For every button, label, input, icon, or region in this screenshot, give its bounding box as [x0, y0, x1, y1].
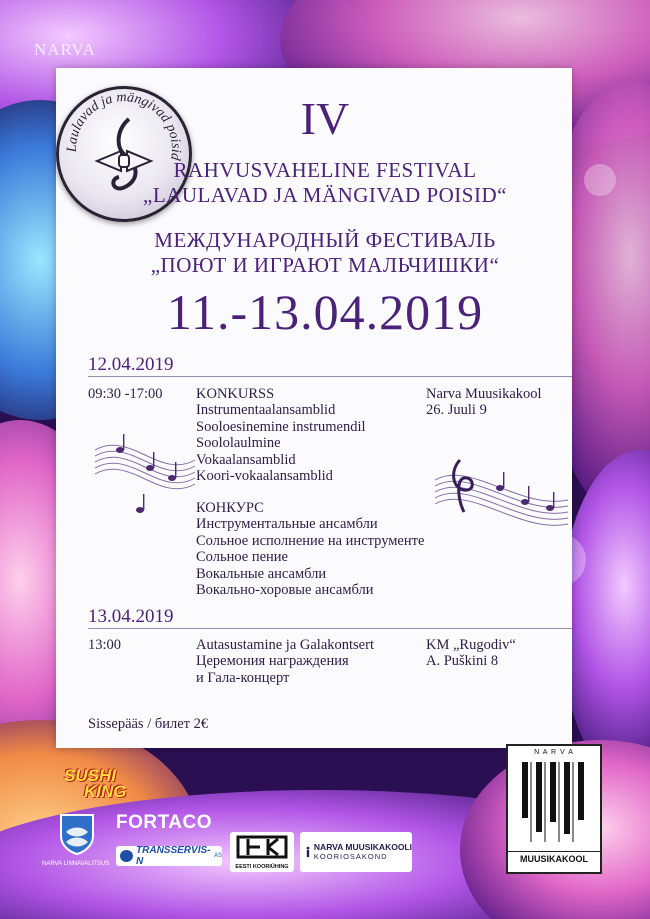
day2-venue: KM „Rugodiv“ [426, 637, 516, 653]
day1-address: 26. Juuli 9 [426, 402, 487, 419]
music-staff-left-icon [90, 420, 200, 530]
music-staff-right-icon [430, 440, 570, 530]
day1-venue: Narva Muusikakool [426, 386, 542, 402]
list-item: Инструментальные ансамбли [196, 516, 378, 533]
sushi-king-logo: SUSHI KING [64, 766, 127, 801]
transservis-icon [120, 850, 133, 862]
edition-numeral: IV [300, 93, 350, 144]
day2-program [196, 637, 374, 686]
day2-time: 13:00 [88, 637, 122, 653]
narva-city-logo: NARVA LINNAVALITSUS [50, 812, 104, 867]
day2-event-ru-2: и Гала-концерт [196, 669, 290, 686]
entry-fee: Sissepääs / билет 2€ [88, 716, 209, 732]
narva-muusikakool-logo: N A R V A MUUSIKAKOOL [506, 744, 602, 874]
festival-title-ru: „ПОЮТ И ИГРАЮТ МАЛЬЧИШКИ“ [150, 253, 500, 277]
list-item: Instrumentaalansamblid [196, 402, 336, 419]
day1-time: 09:30 -17:00 [88, 386, 163, 402]
choir-figure-icon [306, 838, 310, 866]
list-item: Вокально-хоровые ансамбли [196, 582, 374, 599]
transservis-logo: TRANSSERVIS-N AS [116, 846, 222, 866]
festival-label-et: RAHVUSVAHELINE FESTIVAL [173, 158, 477, 182]
day2-divider [88, 628, 572, 629]
logo-text: Laulavad ja mängivad poisid [64, 90, 184, 162]
day1-divider [88, 376, 572, 377]
piano-keys-icon [514, 756, 594, 846]
list-item: Soololaulmine [196, 435, 281, 452]
eesti-kooriuhing-logo: EESTI KOORIÜHING [230, 832, 294, 872]
list-item: Vokaalansamblid [196, 451, 296, 468]
city-label: NARVA [34, 40, 96, 59]
narva-muusikakool-koor-logo: NARVA MUUSIKAKOOLI KOORIOSAKOND [300, 832, 412, 872]
day2-event-et: Autasustamine ja Galakontsert [196, 637, 374, 653]
list-item: Вокальные ансамбли [196, 565, 327, 582]
list-item: Koori-vokaalansamblid [196, 468, 333, 485]
fortaco-logo: FORTACO [116, 812, 213, 833]
day1-date: 12.04.2019 [88, 354, 174, 375]
city-crest-icon [58, 812, 96, 856]
day1-heading-ru: КОНКУРС [196, 500, 264, 516]
day1-program-ru [196, 500, 424, 598]
day1-program-et [196, 386, 366, 484]
festival-title-et: „LAULAVAD JA MÄNGIVAD POISID“ [143, 183, 507, 207]
festival-dates: 11.-13.04.2019 [166, 284, 484, 340]
list-item: Сольное пение [196, 549, 288, 566]
day1-heading-et: KONKURSS [196, 386, 275, 402]
day2-event-ru-1: Церемония награждения [196, 653, 349, 670]
day2-venue-block [426, 637, 516, 670]
list-item: Sooloesinemine instrumendil [196, 418, 366, 435]
festival-label-ru: МЕЖДУНАРОДНЫЙ ФЕСТИВАЛЬ [154, 228, 496, 252]
ek-icon [234, 835, 290, 859]
list-item: Сольное исполнение на инструменте [196, 532, 425, 549]
day2-date: 13.04.2019 [88, 606, 174, 627]
day1-venue-block [426, 386, 542, 419]
day2-address: A. Puškini 8 [426, 653, 499, 670]
